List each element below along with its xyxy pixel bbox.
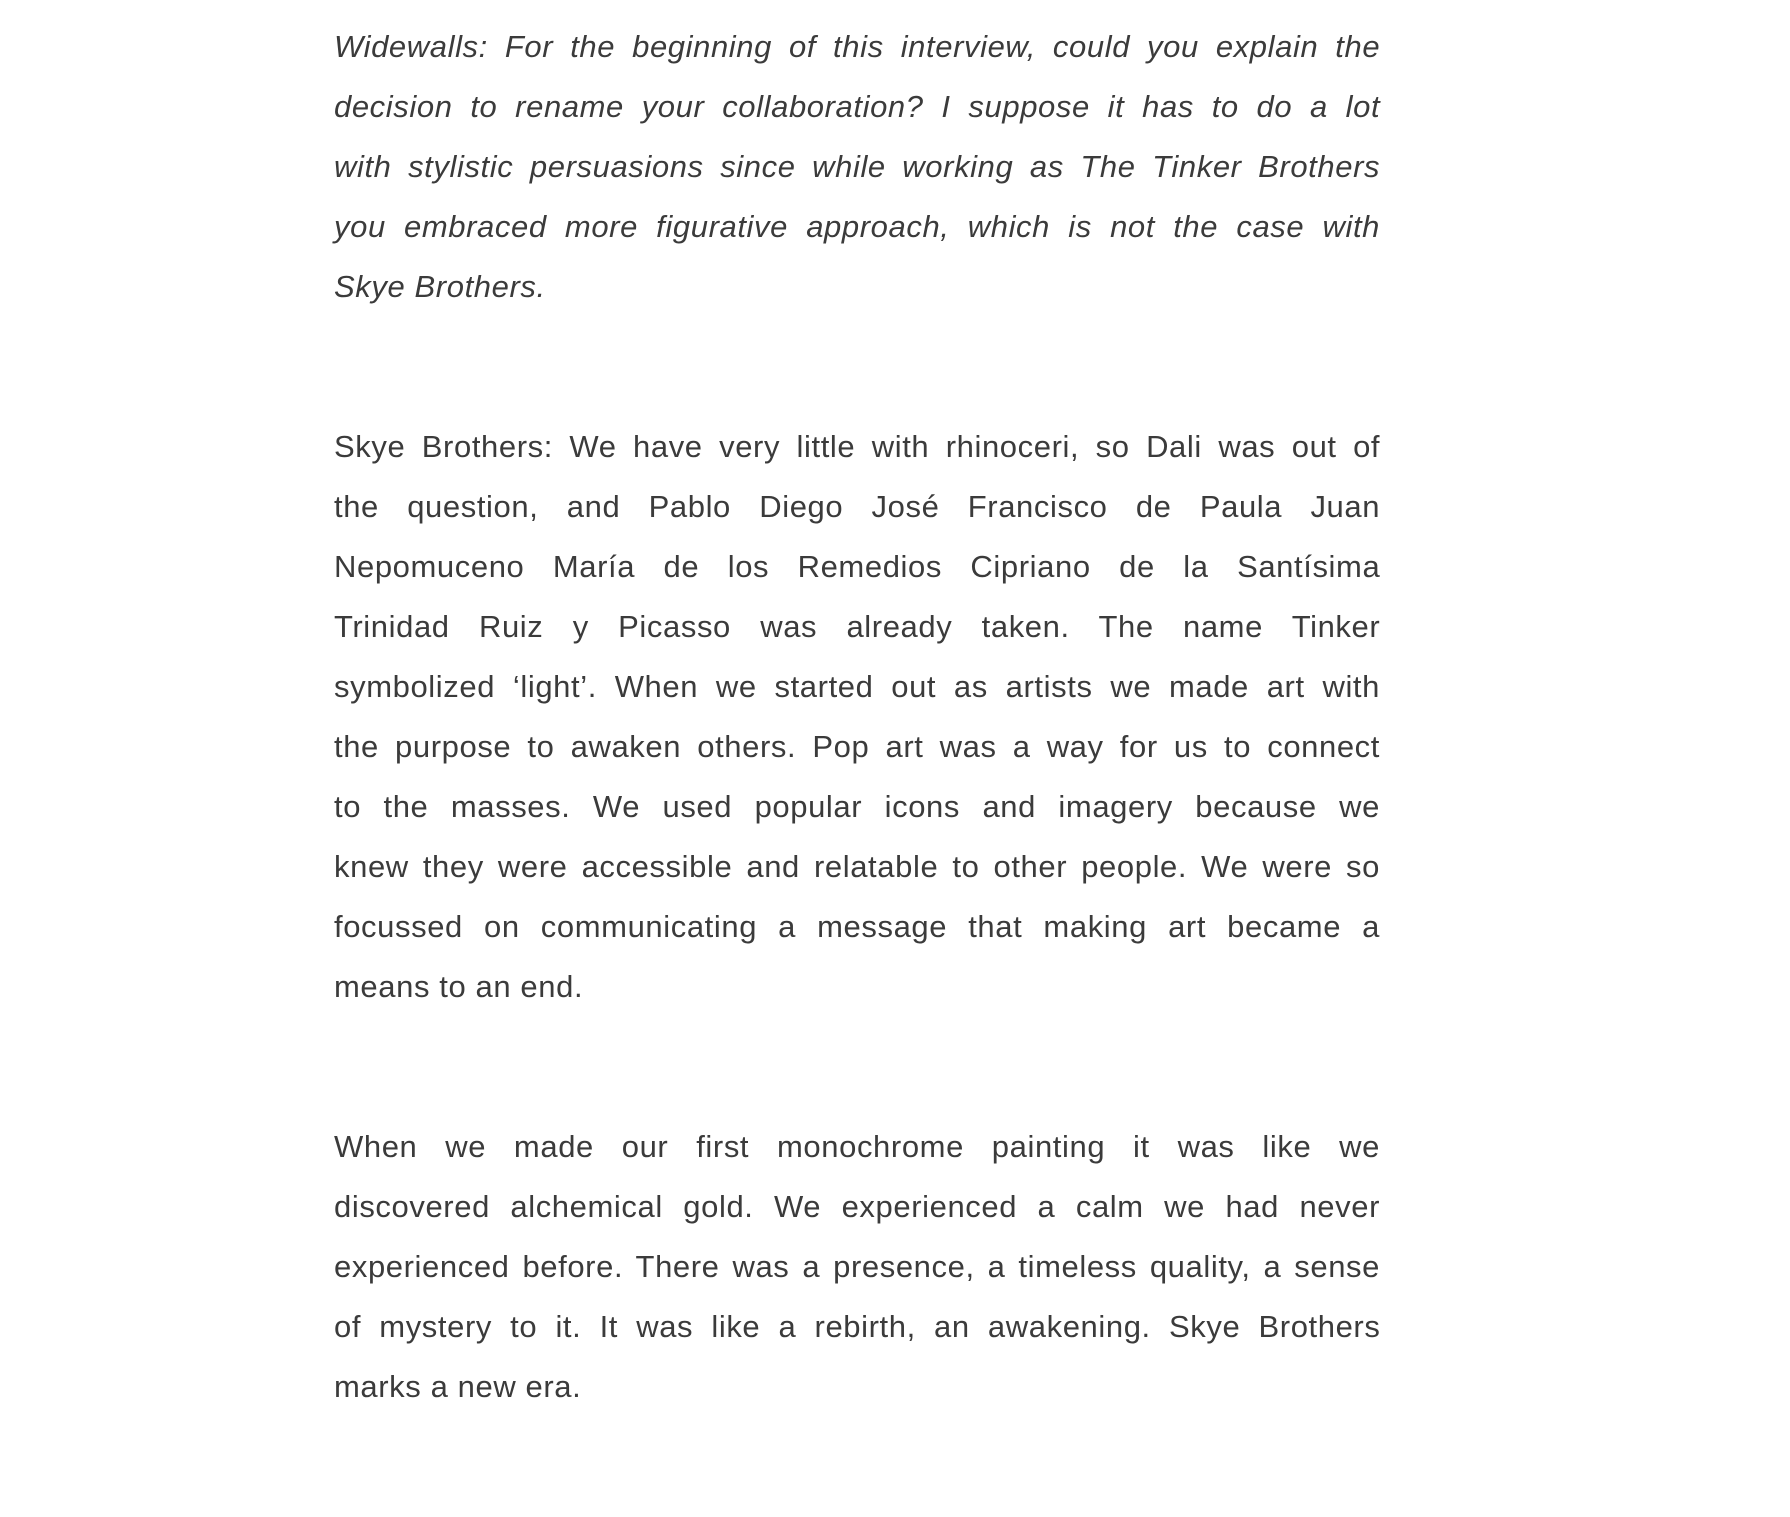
text-line: Skye Brothers. <box>334 269 546 304</box>
text-line: discovered alchemical gold. We experienced a calm we had never <box>334 1189 1380 1224</box>
text-line: you embraced more figurative approach, which is not the case with <box>334 209 1380 244</box>
text-line: Trinidad Ruiz y Picasso was already taken. The name Tinker <box>334 609 1381 644</box>
interview-article <box>334 17 1380 1517</box>
question-paragraph <box>334 17 1380 317</box>
text-line: marks a new era. <box>334 1369 582 1404</box>
text-line: the question, and Pablo Diego José Francisco de Paula Juan <box>334 489 1381 524</box>
text-line: Widewalls: For the beginning of this interview, could you explain the <box>334 29 1381 64</box>
text-line: with stylistic persuasions since while working as The Tinker Brothers <box>334 149 1381 184</box>
text-line: experienced before. There was a presence, a timeless quality, a sense <box>334 1249 1380 1284</box>
text-line: When we made our first monochrome painting it was like we <box>334 1129 1380 1164</box>
text-line: to the masses. We used popular icons and imagery because we <box>334 789 1380 824</box>
answer-paragraph <box>334 417 1380 1017</box>
text-line: decision to rename your collaboration? I suppose it has to do a lot <box>334 89 1381 124</box>
text-line: symbolized ‘light’. When we started out as artists we made art with <box>334 669 1380 704</box>
text-line: of mystery to it. It was like a rebirth, an awakening. Skye Brothers <box>334 1309 1381 1344</box>
text-line: the purpose to awaken others. Pop art was a way for us to connect <box>334 729 1380 764</box>
text-line: Nepomuceno María de los Remedios Cipriano de la Santísima <box>334 549 1381 584</box>
text-line: Skye Brothers: We have very little with rhinoceri, so Dali was out of <box>334 429 1381 464</box>
text-line: means to an end. <box>334 969 584 1004</box>
text-line: knew they were accessible and relatable to other people. We were so <box>334 849 1380 884</box>
text-line: focussed on communicating a message that making art became a <box>334 909 1380 944</box>
answer-paragraph <box>334 1117 1380 1417</box>
